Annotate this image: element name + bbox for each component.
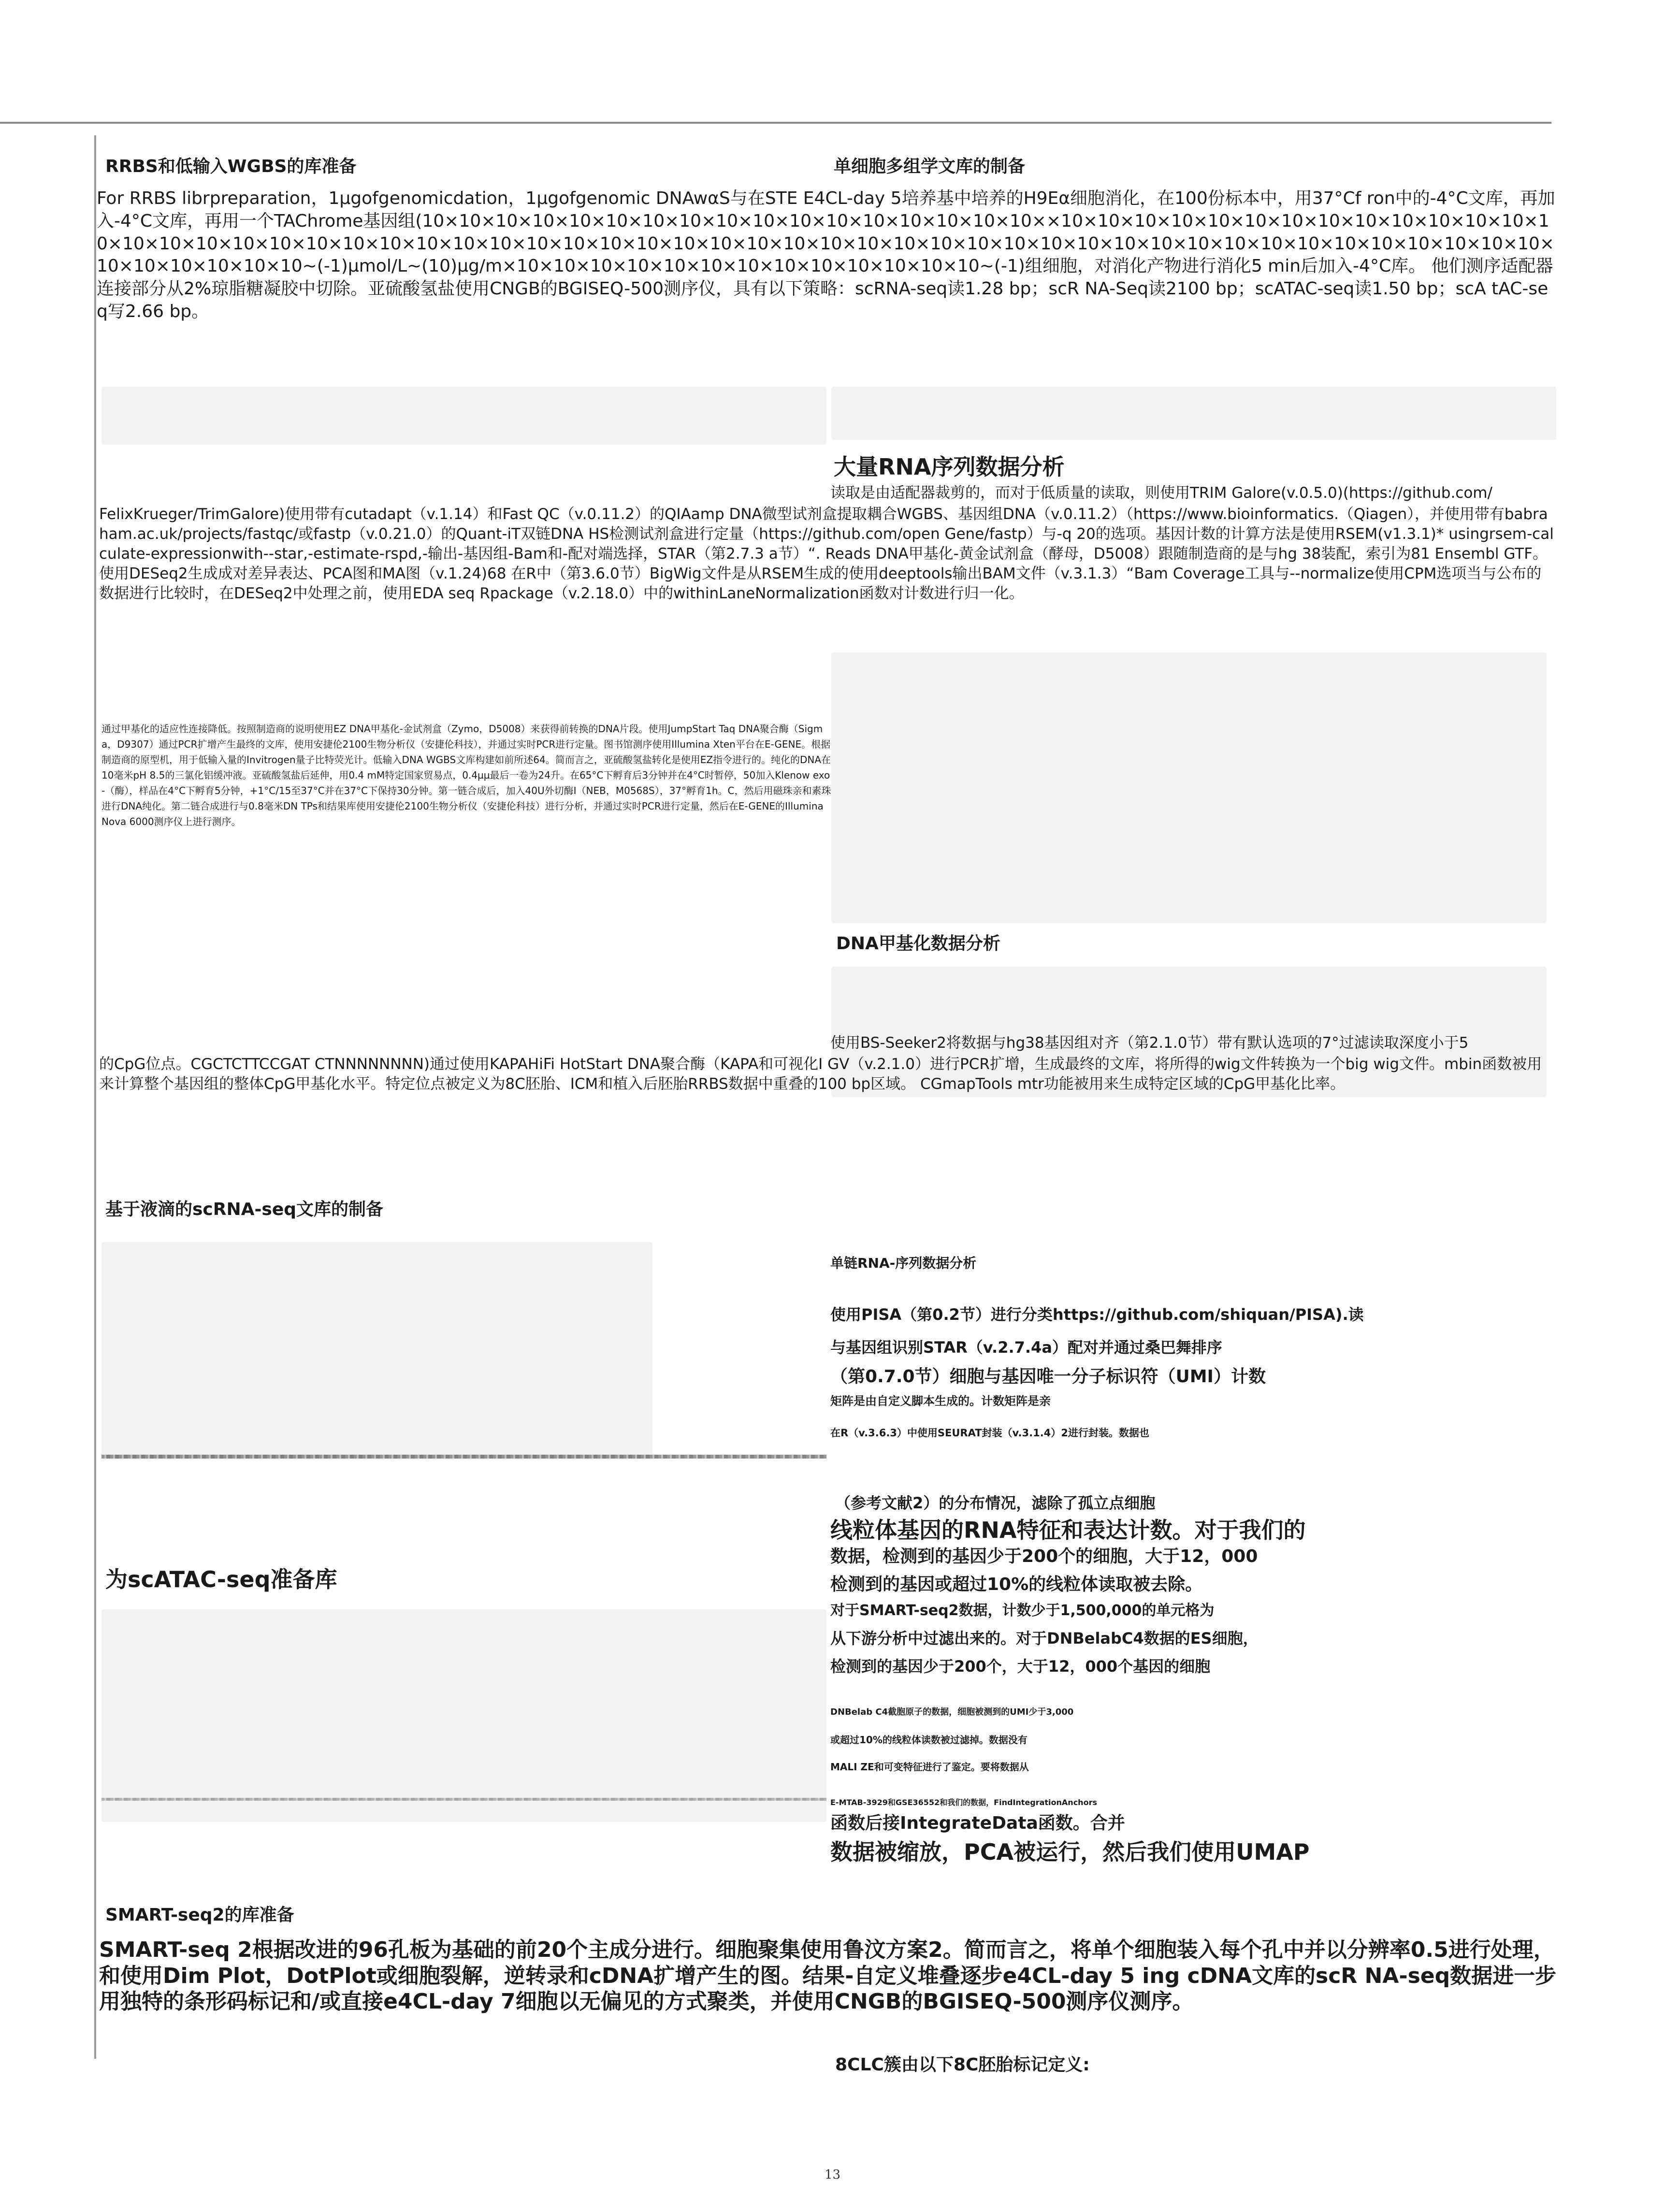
paragraph-trim-right: 读取是由适配器裁剪的，而对于低质量的读取，则使用TRIM Galore(v.0.5.0)(https://github.com/	[830, 484, 1492, 502]
heading-bulk-rna: 大量RNA序列数据分析	[834, 454, 1065, 480]
heading-droplet: 基于液滴的scRNA-seq文库的制备	[105, 1200, 384, 1219]
right-column-lines	[830, 1305, 1555, 1867]
heading-single-cell: 单细胞多组学文库的制备	[834, 157, 1026, 176]
heading-scrna-analysis: 单链RNA-序列数据分析	[830, 1255, 977, 1271]
smeared-line	[101, 1455, 826, 1459]
heading-smart-seq2: SMART-seq2的库准备	[105, 1905, 294, 1925]
paragraph-bsseeker-body: 的CpG位点。CGCTCTTCCGAT CTNNNNNNNN)通过使用KAPAHiFi HotStart DNA聚合酶（KAPA和可视化I GV（v.2.1.0）进行PCR扩增，生成最终的文库，将所得的wig文件转换为一个big wig文件。mbin函数被用来计算整个基因组的整体CpG甲基化水平。特定位点被定义为8C胚胎、ICM和植入后胚胎RRBS数据中重叠的100 bp区域。 CGmapTools mtr功能被用来生成特定区域的CpG甲基化比率。	[99, 1055, 1542, 1093]
line: （第0.7.0节）细胞与基因唯一分子标识符（UMI）计数	[830, 1367, 1266, 1387]
paragraph-rrbs-body: For RRBS librpreparation，1µgofgenomicdation，1µgofgenomic DNAwαS与在STE E4CL-day 5培养基中培养的H9Eα细胞消化，在100份标本中，用37°Cf ron中的-4°C文库，再加入-4°C文库，再用一个TAChrome基因组(10×10×10×10×10×10×10×10×10×10×10×10×10×10×10×10×10××10×10×10×10×10×10×10×10×10×10×10×10×10×10×10×10×10×10×10×10×10×10×10×10×10×10×10×10×10×10×10×10×10×10×10×10×10×10×10×10×10×10×10×10×10×10×10×10×10×10×10×10×10×10×10×10×10×10×10~(-1)µmol/L~(10)µg/m×10×10×10×10×10×10×10×10×10×10×10×10×10~(-1)组细胞，对消化产物进行消化5 min后加入-4°C库。 他们测序适配器连接部分从2%琼脂糖凝胶中切除。亚硫酸氢盐使用CNGB的BGISEQ-500测序仪，具有以下策略：scRNA-seq读1.28 bp；scR NA-Seq读2100 bp；scATAC-seq读1.50 bp；scA tAC-seq写2.66 bp。	[97, 188, 1555, 321]
faded-region	[101, 387, 826, 445]
line: 数据，检测到的基因少于200个的细胞，大于12，000	[830, 1547, 1258, 1566]
page-number: 13	[824, 2168, 841, 2182]
heading-rrbs: RRBS和低输入WGBS的库准备	[105, 157, 357, 176]
line: 在R（v.3.6.3）中使用SEURAT封装（v.3.1.4）2进行封装。数据也	[830, 1427, 1149, 1439]
paragraph-bisulfite: 通过甲基化的适应性连接降低。按照制造商的说明使用EZ DNA甲基化-金试剂盒（Zymo，D5008）来获得前转换的DNA片段。使用JumpStart Taq DNA聚合酶（Sigma，D9307）通过PCR扩增产生最终的文库，使用安捷伦2100生物分析仪（安捷伦科技），并通过实时PCR进行定量。图书馆测序使用Illumina Xten平台在E-GENE。根据制造商的原型机，用于低输入量的Invitrogen量子比特荧光计。低输入DNA WGBS文库构建如前所述64。简而言之，亚硫酸氢盐转化是使用EZ指令进行的。纯化的DNA在10毫米pH 8.5的三氯化铝缓冲液。亚硫酸氢盐后延伸，用0.4 mM特定国家贸易点，0.4µµ最后一卷为24升。在65°C下孵育后3分钟并在4°C时暂停，50加入Klenow exo-（酶），样品在4°C下孵育5分钟，+1°C/15至37°C并在37°C下保持30分钟。第一链合成后，加入40U外切酶I（NEB，M0568S），37°孵育1h。C，然后用磁珠亲和素珠进行DNA纯化。第二链合成进行与0.8毫米DN TPs和结果库使用安捷伦2100生物分析仪（安捷伦科技）进行分析，并通过实时PCR进行定量，然后在E-GENE的Illumina Nova 6000测序仪上进行测序。	[101, 723, 831, 827]
line: 线粒体基因的RNA特征和表达计数。对于我们的	[830, 1517, 1306, 1543]
heading-scatac: 为scATAC-seq准备库	[105, 1566, 337, 1592]
left-margin-rule	[94, 135, 96, 2059]
heading-dna-methylation: DNA甲基化数据分析	[836, 934, 1000, 954]
paragraph-trim-body: FelixKrueger/TrimGalore)使用带有cutadapt（v.1.14）和Fast QC（v.0.11.2）的QIAamp DNA微型试剂盒提取耦合WGBS、基因组DNA（v.0.11.2）（https://www.bioinformatics.（Qiagen），并使用带有babraham.ac.uk/projects/fastqc/或fastp（v.0.21.0）的Quant-iT双链DNA HS检测试剂盒进行定量（https://github.com/open Gene/fastp）与-q 20的选项。基因计数的计算方法是使用RSEM(v1.3.1)* usingrsem-calculate-expressionwith--star,-estimate-rspd,-输出-基因组-Bam和-配对端选择，STAR（第2.7.3 a节）“. Reads DNA甲基化-黄金试剂盒（酵母，D5008）跟随制造商的是与hg 38装配，索引为81 Ensembl GTF。使用DESeq2生成成对差异表达、PCA图和MA图（v.1.24)68 在R中（第3.6.0节）BigWig文件是从RSEM生成的使用deeptools输出BAM文件（v.3.1.3）“Bam Coverage工具与--normalize使用CPM选项当与公布的数据进行比较时，在DESeq2中处理之前，使用EDA seq Rpackage（v.2.18.0）中的withinLaneNormalization函数对计数进行归一化。	[99, 506, 1554, 602]
line: 检测到的基因少于200个，大于12，000个基因的细胞	[830, 1657, 1211, 1676]
smeared-line	[101, 1798, 826, 1801]
line: 矩阵是由自定义脚本生成的。计数矩阵是亲	[830, 1394, 1051, 1408]
line: 函数后接IntegrateData函数。合并	[830, 1813, 1125, 1833]
top-rule	[0, 122, 1551, 124]
faded-region	[101, 1242, 652, 1460]
line: 从下游分析中过滤出来的。对于DNBelabC4数据的ES细胞，	[830, 1629, 1259, 1648]
faded-region	[101, 1609, 826, 1822]
line: MALI ZE和可变特征进行了鉴定。要将数据从	[830, 1761, 1029, 1773]
line: 与基因组识别STAR（v.2.7.4a）配对并通过桑巴舞排序	[830, 1338, 1222, 1357]
line: DNBelab C4截胞原子的数据，细胞被测到的UMI少于3,000	[830, 1707, 1074, 1717]
line: 数据被缩放，PCA被运行，然后我们使用UMAP	[830, 1839, 1310, 1865]
line: 对于SMART-seq2数据，计数少于1,500,000的单元格为	[830, 1602, 1215, 1619]
line: 使用PISA（第0.2节）进行分类https://github.com/shiquan/PISA).读	[830, 1305, 1364, 1324]
faded-region	[831, 387, 1556, 440]
paragraph-smart-body: SMART-seq 2根据改进的96孔板为基础的前20个主成分进行。细胞聚集使用鲁汶方案2。简而言之，将单个细胞装入每个孔中并以分辨率0.5进行处理，和使用Dim Plot，DotPlot或细胞裂解，逆转录和cDNA扩增产生的图。结果-自定义堆叠逐步e4CL-day 5 ing cDNA文库的scR NA-seq数据进一步用独特的条形码标记和/或直接e4CL-day 7细胞以无偏见的方式聚类，并使用CNGB的BGISEQ-500测序仪测序。	[99, 1937, 1557, 2014]
heading-marker: 8CLC簇由以下8C胚胎标记定义:	[835, 2055, 1090, 2075]
line: 检测到的基因或超过10%的线粒体读取被去除。	[830, 1575, 1203, 1594]
paragraph-bsseeker-right: 使用BS-Seeker2将数据与hg38基因组对齐（第2.1.0节）带有默认选项的7°过滤读取深度小于5	[830, 1034, 1469, 1052]
line: E-MTAB-3929和GSE36552和我们的数据，FindIntegrationAnchors	[830, 1798, 1097, 1807]
faded-region	[831, 652, 1547, 923]
line: （参考文献2）的分布情况，滤除了孤立点细胞	[835, 1494, 1156, 1512]
line: 或超过10%的线粒体读数被过滤掉。数据没有	[830, 1734, 1028, 1746]
